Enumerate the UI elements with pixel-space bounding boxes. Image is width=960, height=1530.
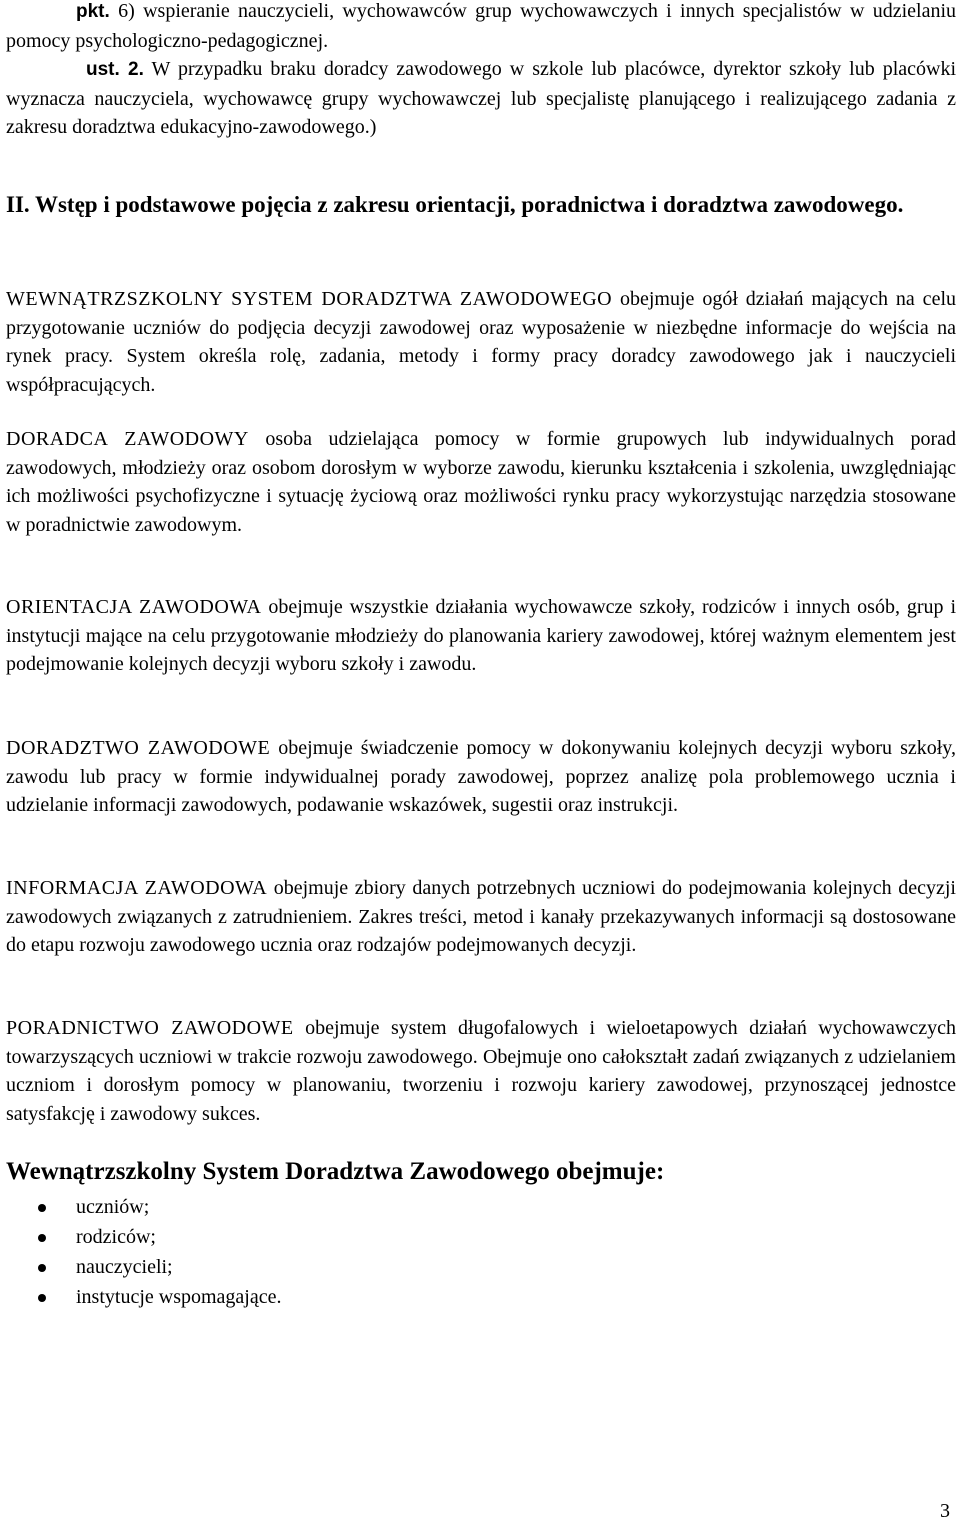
list-item-text: rodziców; [76, 1226, 156, 1248]
list-item [6, 1252, 282, 1282]
intro-paragraph-2 [6, 55, 956, 142]
definition-term: DORADCA ZAWODOWY [6, 428, 249, 450]
intro-label-ust: ust. 2. [86, 59, 144, 81]
definition-text: obejmuje wszystkie działania wychowawcze szkoły, rodziców i innych osób, grup i instytucji mające na celu przygotowanie młodzieży do planowania kariery zawodowej, której ważnym elementem jest podejmowanie kolejnych decyzji wyboru szkoły i zawodu. [6, 596, 957, 676]
section-title: II. Wstęp i podstawowe pojęcia z zakresu orientacji, poradnictwa i doradztwa zawodowego. [6, 192, 904, 217]
intro-text-1: 6) wspieranie nauczycieli, wychowawców grup wychowawczych i innych specjalistów w udzielaniu pomocy psychologiczno-pedagogicznej. [6, 0, 957, 52]
intro-text-2: W przypadku braku doradcy zawodowego w szkole lub placówce, dyrektor szkoły lub placówki wyznacza nauczyciela, wychowawcę grupy wychowawczej lub specjalistę planującego i realizującego zadania z zakresu doradztwa edukacyjno-zawodowego.) [6, 58, 957, 139]
list-heading: Wewnątrzszkolny System Doradztwa Zawodowego obejmuje: [6, 1158, 665, 1185]
list-item [6, 1282, 282, 1312]
definition-text: obejmuje świadczenie pomocy w dokonywaniu kolejnych decyzji wyboru szkoły, zawodu lub pracy w formie indywidualnej porady zawodowej, poprzez analizę pola problemowego ucznia i udzielanie informacji zawodowych, podawanie wskazówek, sugestii oraz instrukcji. [6, 737, 956, 817]
intro-paragraph-1 [6, 0, 956, 55]
definition-paragraph [6, 874, 956, 960]
definition-text: obejmuje ogół działań mających na celu przygotowanie uczniów do podjęcia decyzji zawodowej oraz wyposażenie w niezbędne informacje do wejścia na rynek pracy. System określa rolę, zadania, metody i formy pracy doradcy zawodowego jak i nauczycieli współpracujących. [6, 288, 956, 396]
definition-paragraph [6, 734, 956, 820]
bullet-list [6, 1192, 282, 1312]
definition-term: INFORMACJA ZAWODOWA [6, 877, 268, 899]
page-number: 3 [940, 1500, 950, 1522]
intro-block [6, 0, 956, 142]
list-item-text: uczniów; [76, 1196, 150, 1218]
definition-paragraph [6, 425, 956, 539]
definition-term: ORIENTACJA ZAWODOWA [6, 596, 262, 618]
list-item-text: instytucje wspomagające. [76, 1286, 282, 1308]
bullet-icon [38, 1294, 46, 1302]
definition-paragraph [6, 285, 956, 399]
definition-term: DORADZTWO ZAWODOWE [6, 737, 271, 759]
definition-paragraph [6, 1014, 956, 1128]
list-item [6, 1222, 282, 1252]
bullet-icon [38, 1264, 46, 1272]
bullet-icon [38, 1234, 46, 1242]
bullet-icon [38, 1204, 46, 1212]
definition-text: obejmuje zbiory danych potrzebnych uczniowi do podejmowania kolejnych decyzji zawodowych związanych z zatrudnieniem. Zakres treści, metod i kanały przekazywanych informacji są dostosowane do etapu rozwoju zawodowego ucznia oraz rodzajów podejmowanych decyzji. [6, 877, 956, 957]
definition-text: osoba udzielająca pomocy w formie grupowych lub indywidualnych porad zawodowych, młodzieży oraz osobom dorosłym w wyborze zawodu, kierunku kształcenia i szkolenia, uwzględniając ich możliwości psychofizyczne i sytuację życiową oraz możliwości rynku pracy wykorzystując narzędzia stosowane w poradnictwie zawodowym. [6, 428, 956, 536]
list-item-text: nauczycieli; [76, 1256, 173, 1278]
definition-term: PORADNICTWO ZAWODOWE [6, 1017, 294, 1039]
definition-text: obejmuje system długofalowych i wieloetapowych działań wychowawczych towarzyszących uczniowi w trakcie rozwoju zawodowego. Obejmuje ono całokształt zadań związanych z udzielaniem uczniom i dorosłym pomocy w planowaniu, tworzeniu i rozwoju kariery zawodowej, przynoszącej jednostce satysfakcję i zawodowy sukces. [6, 1017, 957, 1125]
list-item [6, 1192, 282, 1222]
intro-label-pkt: pkt. [76, 1, 110, 22]
definition-term: WEWNĄTRZSZKOLNY SYSTEM DORADZTWA ZAWODOWEGO [6, 288, 613, 310]
definition-paragraph [6, 593, 956, 679]
